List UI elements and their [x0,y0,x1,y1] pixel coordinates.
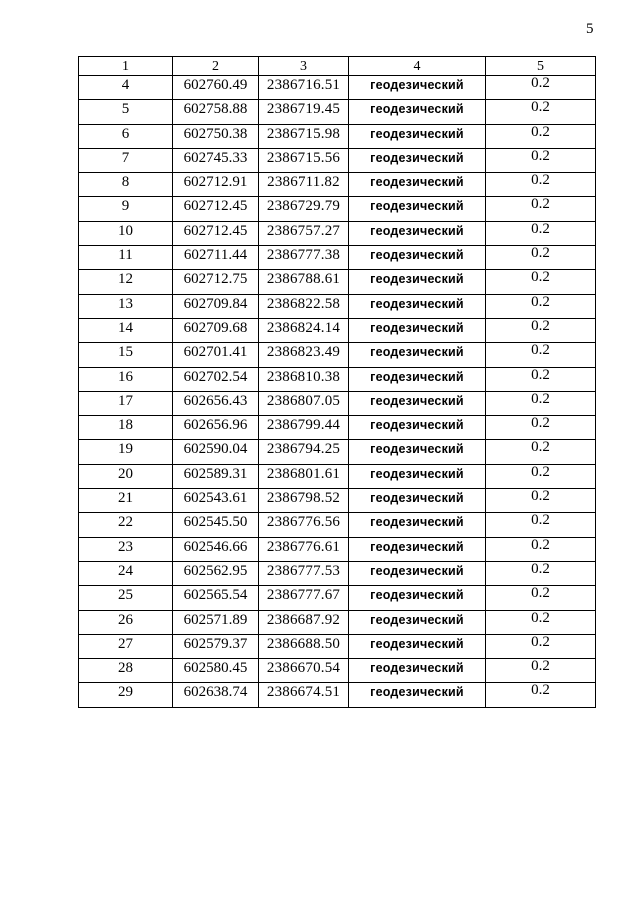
y-coordinate-cell: 2386801.61 [259,464,349,488]
point-number-cell: 15 [79,343,173,367]
x-coordinate-cell: 602712.45 [173,197,259,221]
point-number-cell: 21 [79,489,173,513]
accuracy-cell: 0.2 [486,440,596,464]
x-coordinate-cell: 602656.43 [173,391,259,415]
point-number-cell: 7 [79,148,173,172]
method-cell: геодезический [349,173,486,197]
y-coordinate-cell: 2386729.79 [259,197,349,221]
method-cell: геодезический [349,221,486,245]
accuracy-cell: 0.2 [486,416,596,440]
method-cell: геодезический [349,391,486,415]
table-row [79,367,596,391]
y-coordinate-cell: 2386670.54 [259,659,349,683]
y-coordinate-cell: 2386687.92 [259,610,349,634]
table-row [79,124,596,148]
header-col-2: 2 [173,57,259,76]
method-cell: геодезический [349,464,486,488]
accuracy-cell: 0.2 [486,659,596,683]
method-cell: геодезический [349,513,486,537]
method-cell: геодезический [349,634,486,658]
table-row [79,221,596,245]
method-cell: геодезический [349,246,486,270]
point-number-cell: 16 [79,367,173,391]
point-number-cell: 20 [79,464,173,488]
y-coordinate-cell: 2386794.25 [259,440,349,464]
x-coordinate-cell: 602571.89 [173,610,259,634]
y-coordinate-cell: 2386776.56 [259,513,349,537]
x-coordinate-cell: 602638.74 [173,683,259,707]
method-cell: геодезический [349,683,486,707]
y-coordinate-cell: 2386799.44 [259,416,349,440]
header-col-1: 1 [79,57,173,76]
accuracy-cell: 0.2 [486,561,596,585]
accuracy-cell: 0.2 [486,197,596,221]
point-number-cell: 14 [79,318,173,342]
accuracy-cell: 0.2 [486,634,596,658]
x-coordinate-cell: 602656.96 [173,416,259,440]
accuracy-cell: 0.2 [486,367,596,391]
accuracy-cell: 0.2 [486,221,596,245]
method-cell: геодезический [349,367,486,391]
point-number-cell: 6 [79,124,173,148]
point-number-cell: 12 [79,270,173,294]
header-col-5: 5 [486,57,596,76]
x-coordinate-cell: 602760.49 [173,76,259,100]
x-coordinate-cell: 602590.04 [173,440,259,464]
y-coordinate-cell: 2386715.56 [259,148,349,172]
table-row [79,100,596,124]
method-cell: геодезический [349,416,486,440]
table-row [79,246,596,270]
method-cell: геодезический [349,197,486,221]
point-number-cell: 4 [79,76,173,100]
accuracy-cell: 0.2 [486,537,596,561]
y-coordinate-cell: 2386776.61 [259,537,349,561]
page-number: 5 [586,21,594,37]
table-row [79,270,596,294]
method-cell: геодезический [349,659,486,683]
header-col-3: 3 [259,57,349,76]
x-coordinate-cell: 602702.54 [173,367,259,391]
method-cell: геодезический [349,76,486,100]
x-coordinate-cell: 602709.68 [173,318,259,342]
x-coordinate-cell: 602580.45 [173,659,259,683]
point-number-cell: 11 [79,246,173,270]
y-coordinate-cell: 2386788.61 [259,270,349,294]
table-row [79,610,596,634]
point-number-cell: 9 [79,197,173,221]
method-cell: геодезический [349,440,486,464]
point-number-cell: 19 [79,440,173,464]
accuracy-cell: 0.2 [486,173,596,197]
method-cell: геодезический [349,610,486,634]
x-coordinate-cell: 602711.44 [173,246,259,270]
point-number-cell: 27 [79,634,173,658]
y-coordinate-cell: 2386824.14 [259,318,349,342]
method-cell: геодезический [349,561,486,585]
coordinates-table [78,56,596,708]
x-coordinate-cell: 602543.61 [173,489,259,513]
point-number-cell: 23 [79,537,173,561]
y-coordinate-cell: 2386719.45 [259,100,349,124]
accuracy-cell: 0.2 [486,100,596,124]
header-col-4: 4 [349,57,486,76]
y-coordinate-cell: 2386823.49 [259,343,349,367]
table-row [79,464,596,488]
x-coordinate-cell: 602546.66 [173,537,259,561]
method-cell: геодезический [349,586,486,610]
method-cell: геодезический [349,100,486,124]
accuracy-cell: 0.2 [486,489,596,513]
point-number-cell: 8 [79,173,173,197]
table-row [79,294,596,318]
accuracy-cell: 0.2 [486,270,596,294]
point-number-cell: 25 [79,586,173,610]
x-coordinate-cell: 602701.41 [173,343,259,367]
point-number-cell: 28 [79,659,173,683]
accuracy-cell: 0.2 [486,294,596,318]
accuracy-cell: 0.2 [486,124,596,148]
table-row [79,197,596,221]
accuracy-cell: 0.2 [486,683,596,707]
point-number-cell: 13 [79,294,173,318]
point-number-cell: 10 [79,221,173,245]
y-coordinate-cell: 2386757.27 [259,221,349,245]
method-cell: геодезический [349,148,486,172]
method-cell: геодезический [349,343,486,367]
y-coordinate-cell: 2386777.53 [259,561,349,585]
method-cell: геодезический [349,270,486,294]
method-cell: геодезический [349,124,486,148]
y-coordinate-cell: 2386777.67 [259,586,349,610]
table-header-row [79,57,596,76]
table-row [79,173,596,197]
x-coordinate-cell: 602562.95 [173,561,259,585]
accuracy-cell: 0.2 [486,513,596,537]
x-coordinate-cell: 602758.88 [173,100,259,124]
point-number-cell: 5 [79,100,173,124]
x-coordinate-cell: 602750.38 [173,124,259,148]
accuracy-cell: 0.2 [486,464,596,488]
method-cell: геодезический [349,318,486,342]
table-row [79,148,596,172]
point-number-cell: 24 [79,561,173,585]
point-number-cell: 18 [79,416,173,440]
table-row [79,440,596,464]
table-row [79,391,596,415]
accuracy-cell: 0.2 [486,318,596,342]
y-coordinate-cell: 2386716.51 [259,76,349,100]
x-coordinate-cell: 602565.54 [173,586,259,610]
y-coordinate-cell: 2386777.38 [259,246,349,270]
method-cell: геодезический [349,537,486,561]
y-coordinate-cell: 2386810.38 [259,367,349,391]
point-number-cell: 26 [79,610,173,634]
x-coordinate-cell: 602745.33 [173,148,259,172]
method-cell: геодезический [349,294,486,318]
y-coordinate-cell: 2386674.51 [259,683,349,707]
point-number-cell: 17 [79,391,173,415]
table-row [79,659,596,683]
accuracy-cell: 0.2 [486,343,596,367]
accuracy-cell: 0.2 [486,610,596,634]
accuracy-cell: 0.2 [486,76,596,100]
table-row [79,634,596,658]
y-coordinate-cell: 2386688.50 [259,634,349,658]
x-coordinate-cell: 602589.31 [173,464,259,488]
table-row [79,489,596,513]
table-row [79,586,596,610]
table-row [79,561,596,585]
y-coordinate-cell: 2386798.52 [259,489,349,513]
table-row [79,537,596,561]
table-row [79,416,596,440]
x-coordinate-cell: 602712.45 [173,221,259,245]
accuracy-cell: 0.2 [486,391,596,415]
table-row [79,683,596,707]
table-row [79,343,596,367]
table-row [79,318,596,342]
x-coordinate-cell: 602712.91 [173,173,259,197]
accuracy-cell: 0.2 [486,586,596,610]
x-coordinate-cell: 602709.84 [173,294,259,318]
table-row [79,76,596,100]
y-coordinate-cell: 2386715.98 [259,124,349,148]
y-coordinate-cell: 2386822.58 [259,294,349,318]
x-coordinate-cell: 602545.50 [173,513,259,537]
x-coordinate-cell: 602579.37 [173,634,259,658]
y-coordinate-cell: 2386711.82 [259,173,349,197]
point-number-cell: 22 [79,513,173,537]
point-number-cell: 29 [79,683,173,707]
y-coordinate-cell: 2386807.05 [259,391,349,415]
accuracy-cell: 0.2 [486,148,596,172]
method-cell: геодезический [349,489,486,513]
x-coordinate-cell: 602712.75 [173,270,259,294]
table-row [79,513,596,537]
accuracy-cell: 0.2 [486,246,596,270]
